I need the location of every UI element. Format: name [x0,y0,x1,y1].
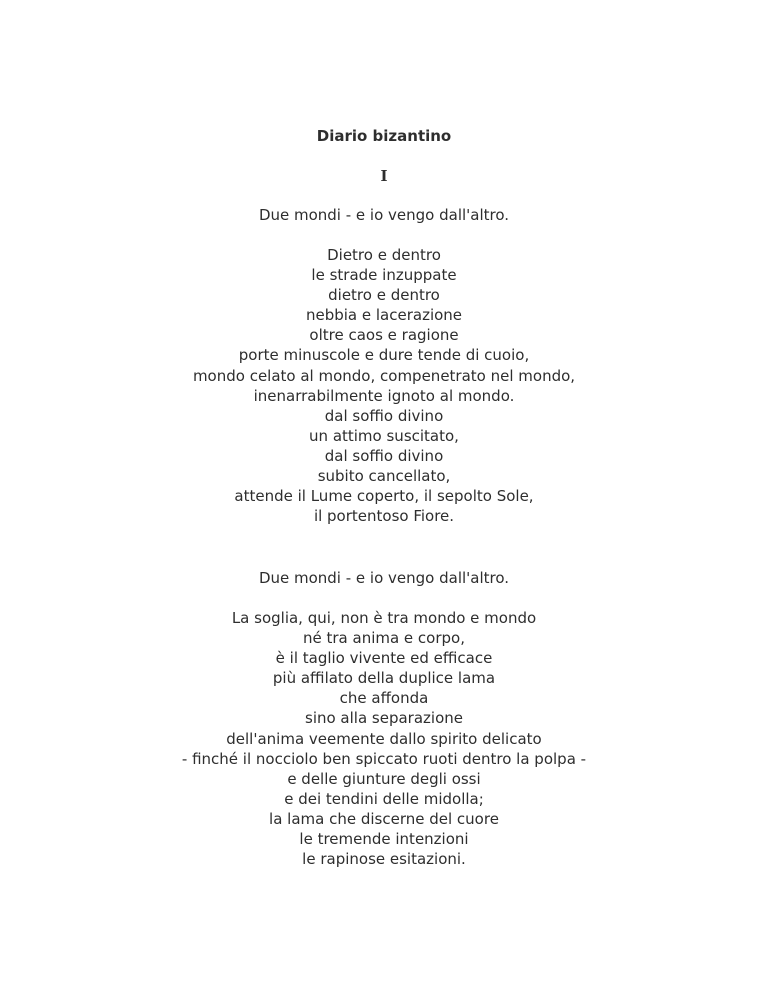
poem-line: le strade inzuppate [311,266,457,285]
poem-line: dietro e dentro [328,286,440,305]
poem-line: un attimo suscitato, [309,426,459,445]
poem-line: nebbia e lacerazione [305,306,463,325]
poem-line: le tremende intenzioni [299,830,469,849]
poem-title: Diario bizantino [316,127,452,145]
poem-line: oltre caos e ragione [309,326,459,345]
poem-line: attende il Lume coperto, il sepolto Sole, [234,487,534,506]
stanza [0,608,768,869]
section-number: I [380,167,388,185]
poem-line: Due mondi - e io vengo dall'altro. [258,206,510,224]
poem-line: - finché il nocciolo ben spiccato ruoti dentro la polpa - [181,749,587,768]
poem-line: le rapinose esitazioni. [302,850,466,869]
poem-line: e dei tendini delle midolla; [284,789,484,808]
poem-line: Dietro e dentro [327,246,441,264]
poem-line: e delle giunture degli ossi [287,769,481,788]
poem-line: mondo celato al mondo, compenetrato nel mondo, [192,366,576,385]
poem-line: dal soffio divino [324,446,444,465]
stanza [0,568,768,588]
poem-line: il portentoso Fiore. [313,507,455,526]
poem-line: sino alla separazione [305,709,463,728]
poem-line: dell'anima veemente dallo spirito delicato [226,729,542,748]
poem-line: porte minuscole e dure tende di cuoio, [238,346,530,365]
poem-line: La soglia, qui, non è tra mondo e mondo [231,609,537,627]
poem-line: né tra anima e corpo, [302,629,465,648]
poem-line: Due mondi - e io vengo dall'altro. [258,569,510,587]
poem-line: la lama che discerne del cuore [269,809,499,828]
poem-line: più affilato della duplice lama [272,669,496,688]
poem-line: che affonda [339,689,429,708]
poem-line: è il taglio vivente ed efficace [275,649,493,668]
poem-line: inenarrabilmente ignoto al mondo. [253,386,515,405]
poem-line: dal soffio divino [324,406,444,425]
poem-line: subito cancellato, [317,467,451,486]
stanza [0,245,768,526]
stanza [0,205,768,225]
